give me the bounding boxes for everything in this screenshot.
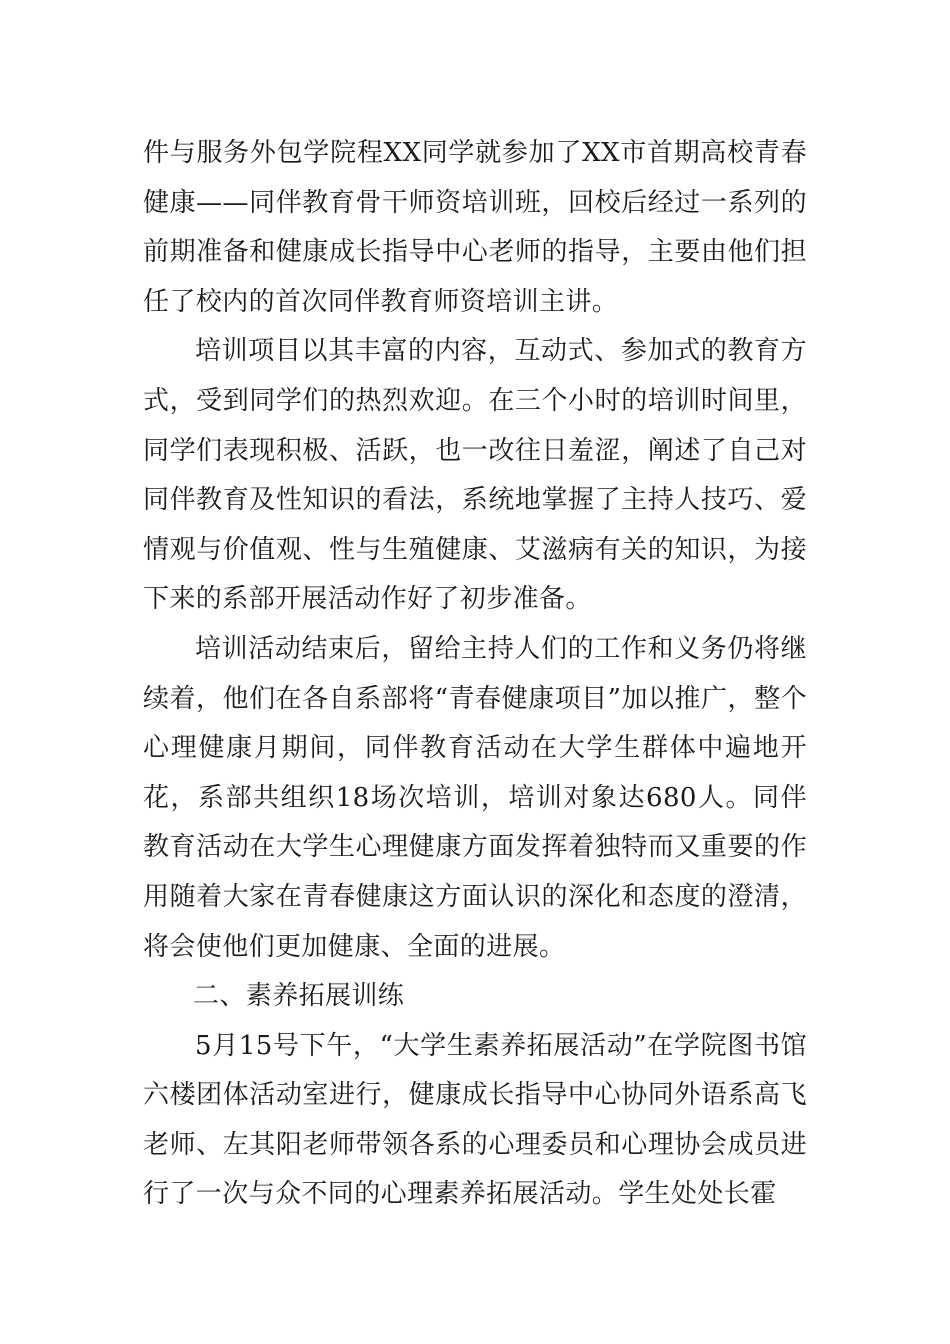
paragraph-training-aftermath: 培训活动结束后，留给主持人们的工作和义务仍将继续着，他们在各自系部将“青春健康项目”加以推广，整个心理健康月期间，同伴教育活动在大学生群体中遍地开花，系部共组织18场次培训，培训对象达680人。同伴教育活动在大学生心理健康方面发挥着独特而又重要的作用随着大家在青春健康这方面认识的深化和态度的澄清，将会使他们更加健康、全面的进展。 [143,633,807,962]
paragraph-training-project: 培训项目以其丰富的内容，互动式、参加式的教育方式，受到同学们的热烈欢迎。在三个小时的培训时间里，同学们表现积极、活跃，也一改往日羞涩，阐述了自己对同伴教育及性知识的看法，系统地掌握了主持人技巧、爱情观与价值观、性与生殖健康、艾滋病有关的知识，为接下来的系部开展活动作好了初步准备。 [143,336,807,615]
paragraph-quality-expansion: 5月15号下午，“大学生素养拓展活动”在学院图书馆六楼团体活动室进行，健康成长指导中心协同外语系高飞老师、左其阳老师带领各系的心理委员和心理协会成员进行了一次与众不同的心理素养拓展活动。学生处处长霍 [143,1030,807,1210]
paragraph-continuation: 件与服务外包学院程XX同学就参加了XX市首期高校青春健康——同伴教育骨干师资培训班，回校后经过一系列的前期准备和健康成长指导中心老师的指导，主要由他们担任了校内的首次同伴教育师资培训主讲。 [143,138,807,317]
document-body [143,129,807,1220]
section-heading: 二、素养拓展训练 [193,981,405,1012]
